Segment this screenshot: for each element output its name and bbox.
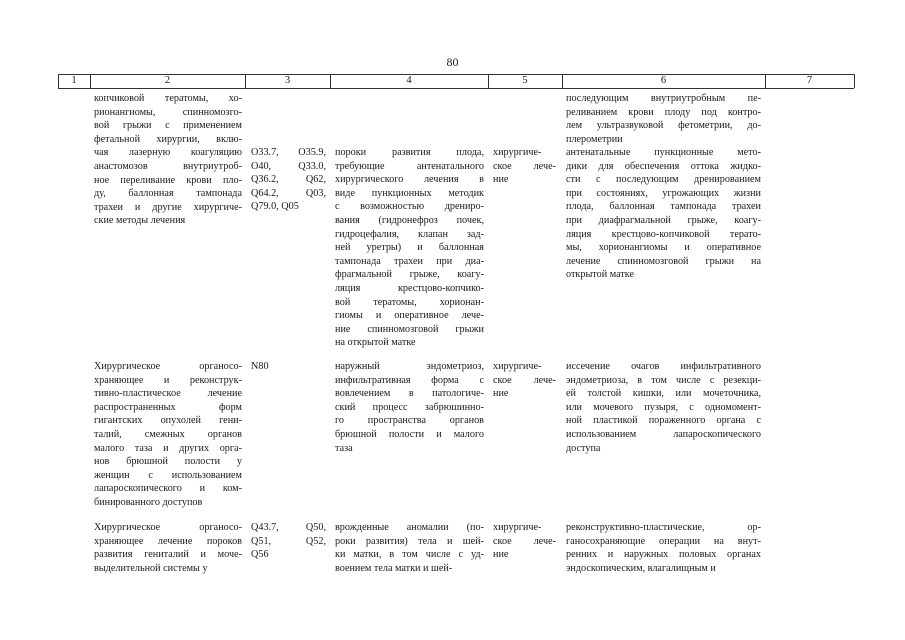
text-line: или мочевого пузыря, с одномомент- xyxy=(566,401,761,413)
text-line: ние xyxy=(493,549,509,561)
text-line: хирургиче- xyxy=(493,522,542,533)
header-col-3: 3 xyxy=(284,75,291,86)
text-line: роки развития) тела и шей- xyxy=(335,535,484,547)
text-line: наружный эндометриоз, xyxy=(335,361,484,372)
text-line: ней уретры) и баллонная xyxy=(335,242,484,254)
text-line: дики для обеспечения оттока жидко- xyxy=(566,160,761,172)
text-line: Хирургическое органосо- xyxy=(94,522,242,533)
text-line: ский процесс забрюшинно- xyxy=(335,401,484,413)
text-line: тивно-пластическое лечение xyxy=(94,388,242,400)
text-line: ские методы лечения xyxy=(94,215,186,227)
text-line: при состояниях, угрожающих жизни xyxy=(566,187,761,199)
text-line: тампонада трахеи при диа- xyxy=(335,255,484,267)
row-3-codes xyxy=(251,521,326,562)
text-line: Q79.0, Q05 xyxy=(251,201,299,213)
text-line: O33.7, O35.9, xyxy=(251,147,326,158)
text-line: гидроцефалия, клапан зад- xyxy=(335,228,484,240)
text-line: ренних и наружных половых органах xyxy=(566,549,761,561)
text-line: малого таза и других орга- xyxy=(94,442,242,454)
text-line: чая лазерную коагуляцию xyxy=(94,147,242,159)
text-line: ляция крестцово-копчико- xyxy=(335,282,484,294)
text-line: копчиковой тератомы, хо- xyxy=(94,93,242,104)
text-line: доступа xyxy=(566,442,601,454)
text-line: фрагмальной грыже, коагу- xyxy=(335,269,484,281)
text-line: воением тела матки и шей- xyxy=(335,562,453,574)
text-line: Q64.2, Q03, xyxy=(251,187,326,199)
text-line: хирургического лечения в xyxy=(335,174,484,186)
text-line: реливанием крови плоду под контро- xyxy=(566,106,761,118)
text-line: ное переливание крови пло- xyxy=(94,174,242,186)
row-2-codes xyxy=(251,360,326,374)
row-1-method-details-continued xyxy=(566,92,761,146)
text-line: ей толстой кишки, или мочеточника, xyxy=(566,388,761,400)
text-line: вой грыжи с применением xyxy=(94,120,242,132)
text-line: вовлечением в патологиче- xyxy=(335,388,484,400)
text-line: выделительной системы у xyxy=(94,562,208,574)
text-line: ское лече- xyxy=(493,374,556,386)
text-line: таза xyxy=(335,442,353,454)
text-line: го пространства органов xyxy=(335,415,484,427)
row-1-diagnosis xyxy=(335,146,484,350)
text-line: виде пункционных методик xyxy=(335,187,484,199)
row-2-method-details xyxy=(566,360,761,455)
text-line: пороки развития плода, xyxy=(335,147,484,158)
header-col-5: 5 xyxy=(522,75,528,86)
header-bottom-rule xyxy=(58,88,854,89)
header-col-2: 2 xyxy=(164,75,171,86)
text-line: требующие антенатального xyxy=(335,160,484,172)
text-line: ной пластикой пораженного органа с xyxy=(566,415,761,427)
text-line: талий, смежных органов xyxy=(94,428,242,440)
row-3-method-details xyxy=(566,521,761,575)
text-line: плерометрии xyxy=(566,133,623,145)
text-line: реконструктивно-пластические, ор- xyxy=(566,522,761,533)
row-3-method xyxy=(94,521,242,575)
header-col-1: 1 xyxy=(71,75,77,86)
text-line: Q56 xyxy=(251,549,269,561)
text-line: хирургиче- xyxy=(493,147,542,158)
text-line: при диафрагмальной грыже, коагу- xyxy=(566,214,761,226)
text-line: ганосохраняющие операции на внут- xyxy=(566,535,761,547)
header-col-4: 4 xyxy=(406,75,412,86)
text-line: антенатальные пункционные мето- xyxy=(566,147,761,158)
text-line: развития гениталий и моче- xyxy=(94,549,242,561)
text-line: храняющее и реконструк- xyxy=(94,374,242,386)
text-line: врожденные аномалии (по- xyxy=(335,522,484,533)
text-line: инфильтративная форма с xyxy=(335,374,484,386)
text-line: фетальной хирургии, вклю- xyxy=(94,133,242,145)
text-line: ское лече- xyxy=(493,535,556,547)
row-1-method-details xyxy=(566,146,761,282)
text-line: нов брюшной полости у xyxy=(94,456,242,468)
text-line: мы, хорионангиомы и оперативное xyxy=(566,242,761,254)
text-line: трахеи и другие хирургиче- xyxy=(94,201,242,213)
text-line: Q51, Q52, xyxy=(251,535,326,547)
text-line: сти с последующим дренированием xyxy=(566,174,761,186)
text-line: вания (гидронефроз почек, xyxy=(335,214,484,226)
text-line: распространенных форм xyxy=(94,401,242,413)
text-line: брюшной полости и малого xyxy=(335,428,484,440)
text-line: ду, баллонная тампонада xyxy=(94,188,242,200)
text-line: рионангиомы, спинномозго- xyxy=(94,106,242,118)
row-2-diagnosis xyxy=(335,360,484,455)
text-line: ки матки, в том числе с уд- xyxy=(335,549,484,561)
text-line: открытой матке xyxy=(566,269,635,281)
text-line: ние xyxy=(493,388,509,400)
text-line: хирургиче- xyxy=(493,361,542,372)
text-line: вой тератомы, хорионан- xyxy=(335,296,484,308)
row-1-codes xyxy=(251,146,326,214)
text-line: гигантских опухолей гени- xyxy=(94,415,242,427)
text-line: ние спинномозговой грыжи xyxy=(335,323,484,335)
text-line: лечение спинномозговой грыжи на xyxy=(566,255,761,267)
text-line: Q43.7, Q50, xyxy=(251,522,326,533)
text-line: с возможностью дрениро- xyxy=(335,201,484,213)
text-line: женщин с использованием xyxy=(94,469,242,481)
text-line: плода, баллонная тампонада трахеи xyxy=(566,201,761,213)
text-line: лем ультразвуковой фетометрии, до- xyxy=(566,120,761,132)
text-line: ское лече- xyxy=(493,160,556,172)
text-line: Хирургическое органосо- xyxy=(94,361,242,372)
text-line: эндометриоза, в том числе с резекци- xyxy=(566,374,761,386)
text-line: использованием лапароскопического xyxy=(566,428,761,440)
text-line: Q36.2, Q62, xyxy=(251,174,326,186)
text-line: последующим внутриутробным пе- xyxy=(566,93,761,104)
text-line: ляция крестцово-копчиковой терато- xyxy=(566,228,761,240)
text-line: на открытой матке xyxy=(335,337,416,349)
text-line: храняющее лечение пороков xyxy=(94,535,242,547)
text-line: O40, Q33.0, xyxy=(251,160,326,172)
page-number: 80 xyxy=(446,55,459,69)
row-3-diagnosis xyxy=(335,521,484,575)
row-3-treatment-type xyxy=(493,521,556,562)
text-line: анастомозов внутриутроб- xyxy=(94,160,242,172)
text-line: лапароскопического и ком- xyxy=(94,483,242,495)
text-line: иссечение очагов инфильтративного xyxy=(566,361,761,372)
row-2-treatment-type xyxy=(493,360,556,401)
row-2-method xyxy=(94,360,242,510)
row-1-method xyxy=(94,92,242,228)
header-col-7: 7 xyxy=(806,75,813,86)
text-line: N80 xyxy=(251,361,269,372)
row-1-treatment-type xyxy=(493,146,556,187)
col-divider xyxy=(854,74,855,88)
text-line: эндоскопическим, влагалищным и xyxy=(566,562,716,574)
text-line: ние xyxy=(493,174,509,186)
text-line: гиомы и оперативное лече- xyxy=(335,310,484,322)
header-col-6: 6 xyxy=(660,75,667,86)
text-line: бинированного доступов xyxy=(94,496,203,508)
